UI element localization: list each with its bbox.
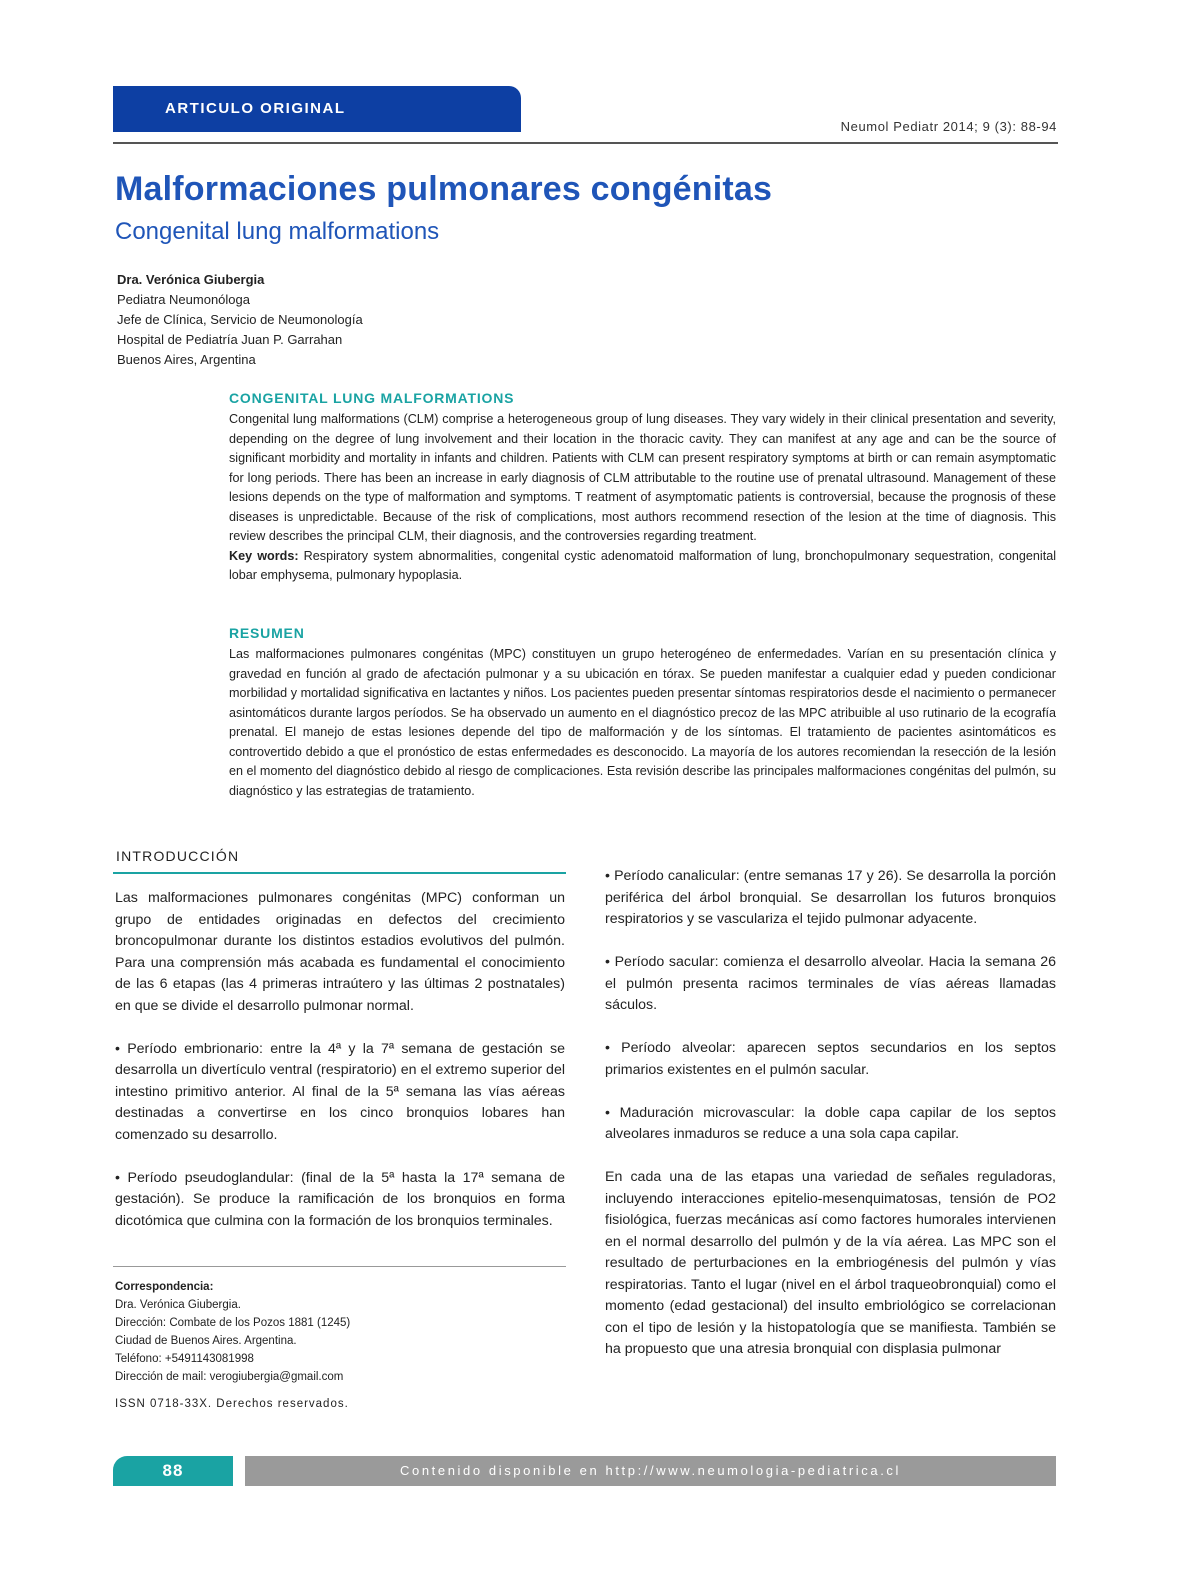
correspondence-block <box>115 1278 350 1386</box>
body-paragraph: • Maduración microvascular: la doble capa capilar de los septos alveolares inmaduros se reduce a una sola capa capilar. <box>605 1104 1056 1142</box>
correspondence-line: Ciudad de Buenos Aires. Argentina. <box>115 1335 297 1347</box>
correspondence-email: Dirección de mail: verogiubergia@gmail.com <box>115 1371 344 1383</box>
body-paragraph: • Período alveolar: aparecen septos secundarios en los septos primarios existentes en el pulmón sacular. <box>605 1040 1056 1078</box>
author-block <box>117 270 363 370</box>
abstract-en-text: Congenital lung malformations (CLM) comprise a heterogeneous group of lung diseases. They vary widely in their clinical presentation and severity, depending on the degree of lung involvement and their location in the thoracic cavity. They can manifest at any age and can be the source of significant morbidity and mortality in infants and children. Patients with CLM can present respiratory symptoms at birth or can remain asymptomatic for long periods. There has been an increase in early diagnosis of CLM attributable to the routine use of prenatal ultrasound. Management of these lesions depends on the type of malformation and symptoms. T reatment of asymptomatic patients is controversial, because the prognosis of these diseases is unpredictable. Because of the risk of complications, most authors recommend resection of the lesion at the time of diagnosis. This review describes the principal CLM, their diagnosis, and the controversies regarding treatment. <box>229 412 1056 543</box>
body-paragraph: • Período pseudoglandular: (final de la 5ª hasta la 17ª semana de gestación). Se produce la ramificación de los bronquios en forma dicotómica que culmina con la formación de los bronquios terminales. <box>115 1169 565 1229</box>
intro-heading: INTRODUCCIÓN <box>116 848 240 864</box>
header-divider <box>113 142 1058 144</box>
intro-heading-rule <box>113 872 566 874</box>
body-column-right <box>605 866 1056 1382</box>
body-paragraph: • Período sacular: comienza el desarrollo alveolar. Hacia la semana 26 el pulmón presenta racimos terminales de vías aéreas llamadas sáculos. <box>605 954 1056 1013</box>
issn-notice: ISSN 0718-33X. Derechos reservados. <box>115 1398 349 1410</box>
footer-availability-link[interactable]: Contenido disponible en http://www.neumologia-pediatrica.cl <box>245 1456 1056 1486</box>
correspondence-line: Dirección: Combate de los Pozos 1881 (1245) <box>115 1317 351 1329</box>
body-paragraph: • Período canalicular: (entre semanas 17 y 26). Se desarrolla la porción periférica del árbol bronquial. Se desarrollan los futuros bronquios respiratorios y se vasculariza el tejido pulmonar adyacente. <box>605 868 1056 927</box>
abstract-es-text: Las malformaciones pulmonares congénitas (MPC) constituyen un grupo heterogéneo de enfermedades. Varían en su presentación clínica y gravedad en función al grado de afectación pulmonar y a su ubicación en tórax. Se pueden manifestar a cualquier edad y pueden condicionar morbilidad y mortalidad significativa en lactantes y niños. Los pacientes pueden presentar síntomas respiratorios desde el nacimiento o permanecer asintomáticos durante largos períodos. Se ha observado un aumento en el diagnóstico precoz de las MPC atribuible al uso rutinario de la ecografía prenatal. El manejo de estas lesiones depende del tipo de malformación y de los síntomas. El tratamiento de pacientes asintomáticos es controvertido debido a que el pronóstico de estas enfermedades es desconocido. La mayoría de los autores recomiendan la resección de la lesión en el momento del diagnóstico debido al riesgo de complicaciones. Esta revisión describe las principales malformaciones congénitas del pulmón, su diagnóstico y las estrategias de tratamiento. <box>229 647 1056 798</box>
correspondence-line: Teléfono: +5491143081998 <box>115 1353 254 1365</box>
article-title: Malformaciones pulmonares congénitas <box>115 170 773 208</box>
author-affiliation-line: Pediatra Neumonóloga <box>117 292 250 307</box>
body-column-left <box>115 888 565 1254</box>
abstract-en-heading: CONGENITAL LUNG MALFORMATIONS <box>229 390 515 406</box>
author-affiliation-line: Buenos Aires, Argentina <box>117 352 256 367</box>
correspondence-heading: Correspondencia: <box>115 1281 214 1293</box>
body-paragraph: Las malformaciones pulmonares congénitas (MPC) conforman un grupo de entidades originadas en defectos del crecimiento broncopulmonar durante los distintos estadios evolutivos del pulmón. Para una comprensión más acabada es fundamental el conocimiento de las 6 etapas (las 4 primeras intraútero y las últimas 2 postnatales) en que se divide el desarrollo pulmonar normal. <box>115 890 565 1014</box>
correspondence-line: Dra. Verónica Giubergia. <box>115 1299 241 1311</box>
body-paragraph: • Período embrionario: entre la 4ª y la 7ª semana de gestación se desarrolla un divertículo ventral (respiratorio) en el extremo superior del intestino primitivo anterior. Al final de la 5ª semana las vías aéreas destinadas a convertirse en los cinco bronquios lobares han comenzado su desarrollo. <box>115 1040 565 1143</box>
correspondence-divider <box>113 1266 566 1267</box>
author-affiliation-line: Hospital de Pediatría Juan P. Garrahan <box>117 332 343 347</box>
body-paragraph: En cada una de las etapas una variedad de señales reguladoras, incluyendo interacciones epitelio-mesenquimatosas, tensión de PO2 fisiológica, fuerzas mecánicas así como factores humorales intervienen en el normal desarrollo del pulmón y de la vía aérea. Las MPC son el resultado de perturbaciones en la embriogénesis del pulmón y vías respiratorias. Tanto el lugar (nivel en el árbol traqueobronquial) como el momento (edad gestacional) del insulto embriológico se correlacionan con el tipo de lesión y la histopatología que se manifiesta. También se ha propuesto que una atresia bronquial con displasia pulmonar <box>605 1169 1056 1357</box>
abstract-es <box>229 645 1056 801</box>
article-subtitle: Congenital lung malformations <box>115 218 440 245</box>
page-number: 88 <box>113 1456 233 1486</box>
section-label: ARTICULO ORIGINAL <box>113 86 521 132</box>
abstract-es-heading: RESUMEN <box>229 625 305 641</box>
author-affiliation-line: Jefe de Clínica, Servicio de Neumonología <box>117 312 363 327</box>
author-name: Dra. Verónica Giubergia <box>117 272 265 287</box>
journal-citation: Neumol Pediatr 2014; 9 (3): 88-94 <box>840 119 1057 134</box>
keywords-label: Key words: <box>229 548 299 563</box>
abstract-en <box>229 410 1056 586</box>
keywords-text: Respiratory system abnormalities, congenital cystic adenomatoid malformation of lung, bronchopulmonary sequestration, congenital lobar emphysema, pulmonary hypoplasia. <box>229 548 1056 582</box>
